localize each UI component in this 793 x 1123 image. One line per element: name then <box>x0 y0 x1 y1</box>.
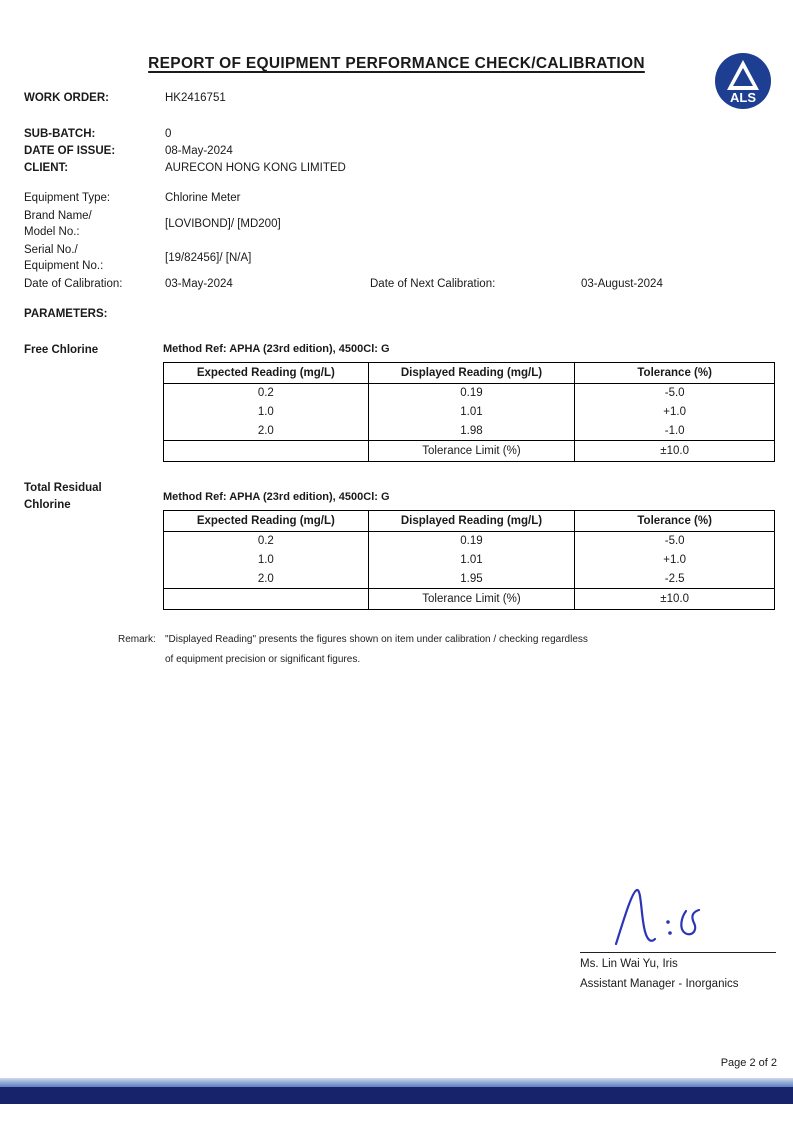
brand-label-line2: Model No.: <box>24 226 80 238</box>
table-row <box>164 384 775 403</box>
date-of-calibration-label: Date of Calibration: <box>24 278 123 290</box>
cell-tolerance: +1.0 <box>575 551 775 570</box>
col-displayed-reading: Displayed Reading (mg/L) <box>368 363 575 384</box>
cell-tolerance: -5.0 <box>575 532 775 551</box>
free-chlorine-table <box>163 362 775 462</box>
parameter-name <box>24 480 156 514</box>
section-total-residual-chlorine <box>24 478 775 610</box>
sub-batch-row <box>24 126 346 143</box>
table-header-row <box>164 363 775 384</box>
cell-expected: 2.0 <box>164 422 369 441</box>
client-value: AURECON HONG KONG LIMITED <box>165 162 346 174</box>
date-of-issue-label: DATE OF ISSUE: <box>24 145 116 157</box>
signatory-title: Assistant Manager - Inorganics <box>580 978 739 990</box>
cell-displayed: 1.95 <box>368 570 575 589</box>
table-header-row <box>164 511 775 532</box>
remark-line1: "Displayed Reading" presents the figures shown on item under calibration / checking regardless <box>165 634 588 645</box>
col-expected-reading: Expected Reading (mg/L) <box>164 511 369 532</box>
serial-label-line2: Equipment No.: <box>24 260 104 272</box>
footer-bar <box>0 1087 793 1104</box>
col-expected-reading: Expected Reading (mg/L) <box>164 363 369 384</box>
client-row <box>24 160 346 177</box>
signature-scribble <box>610 884 730 950</box>
als-logo-icon <box>714 52 772 110</box>
tolerance-limit-row <box>164 589 775 610</box>
cell-empty <box>164 589 369 610</box>
date-of-next-calibration-value: 03-August-2024 <box>581 278 663 290</box>
col-displayed-reading: Displayed Reading (mg/L) <box>368 511 575 532</box>
page-number: Page 2 of 2 <box>720 1057 777 1069</box>
cell-displayed: 0.19 <box>368 532 575 551</box>
client-label: CLIENT: <box>24 162 69 174</box>
cell-tolerance: -1.0 <box>575 422 775 441</box>
section-free-chlorine <box>24 342 775 462</box>
calibration-dates-row <box>24 276 775 292</box>
parameter-name-line1: Total Residual <box>24 482 102 494</box>
date-of-next-calibration-label: Date of Next Calibration: <box>370 278 496 290</box>
cell-expected: 1.0 <box>164 403 369 422</box>
cell-tolerance: -5.0 <box>575 384 775 403</box>
sub-batch-label: SUB-BATCH: <box>24 128 96 140</box>
signature-block <box>580 884 776 993</box>
cell-empty <box>164 441 369 462</box>
cell-displayed: 1.01 <box>368 551 575 570</box>
tolerance-limit-label: Tolerance Limit (%) <box>368 441 575 462</box>
table-row <box>164 422 775 441</box>
parameter-name-line1: Free Chlorine <box>24 344 99 356</box>
cell-tolerance: -2.5 <box>575 570 775 589</box>
work-order-row <box>24 90 346 107</box>
brand-model-value: [LOVIBOND]/ [MD200] <box>165 218 281 230</box>
cell-displayed: 1.98 <box>368 422 575 441</box>
table-row <box>164 551 775 570</box>
cell-expected: 1.0 <box>164 551 369 570</box>
tolerance-limit-label: Tolerance Limit (%) <box>368 589 575 610</box>
date-of-calibration-value: 03-May-2024 <box>165 278 233 290</box>
als-logo-text: ALS <box>730 90 756 105</box>
serial-equipment-row <box>24 242 775 274</box>
cell-expected: 0.2 <box>164 532 369 551</box>
remark-text <box>165 630 588 670</box>
table-row <box>164 403 775 422</box>
cell-displayed: 1.01 <box>368 403 575 422</box>
table-row <box>164 532 775 551</box>
cell-tolerance: +1.0 <box>575 403 775 422</box>
cell-displayed: 0.19 <box>368 384 575 403</box>
cell-expected: 0.2 <box>164 384 369 403</box>
brand-model-label <box>24 208 165 240</box>
remark <box>118 630 588 670</box>
equipment-type-label: Equipment Type: <box>24 192 111 204</box>
serial-equipment-value: [19/82456]/ [N/A] <box>165 252 252 264</box>
remark-line2: of equipment precision or significant figures. <box>165 654 361 665</box>
method-ref: Method Ref: APHA (23rd edition), 4500Cl: G <box>163 491 390 503</box>
tolerance-limit-value: ±10.0 <box>575 589 775 610</box>
equipment-type-value: Chlorine Meter <box>165 192 241 204</box>
parameter-name-line2: Chlorine <box>24 499 71 511</box>
work-order-label: WORK ORDER: <box>24 92 109 104</box>
serial-label <box>24 242 165 274</box>
date-of-issue-row <box>24 143 346 160</box>
col-tolerance: Tolerance (%) <box>575 363 775 384</box>
table-row <box>164 570 775 589</box>
footer-gradient-stripe <box>0 1078 793 1087</box>
sub-batch-value: 0 <box>165 128 172 140</box>
als-logo <box>714 52 772 110</box>
method-ref: Method Ref: APHA (23rd edition), 4500Cl: G <box>163 343 390 355</box>
work-order-value: HK2416751 <box>165 92 226 104</box>
signatory-name: Ms. Lin Wai Yu, Iris <box>580 958 678 970</box>
report-title: REPORT OF EQUIPMENT PERFORMANCE CHECK/CALIBRATION <box>148 55 645 72</box>
tolerance-limit-value: ±10.0 <box>575 441 775 462</box>
brand-model-row <box>24 208 775 240</box>
equipment-fields <box>24 190 775 294</box>
tolerance-limit-row <box>164 441 775 462</box>
equipment-type-row <box>24 190 775 206</box>
parameter-name <box>24 342 156 359</box>
cell-expected: 2.0 <box>164 570 369 589</box>
date-of-issue-value: 08-May-2024 <box>165 145 233 157</box>
col-tolerance: Tolerance (%) <box>575 511 775 532</box>
header-fields <box>24 90 346 177</box>
brand-label-line1: Brand Name/ <box>24 210 92 222</box>
serial-label-line1: Serial No./ <box>24 244 78 256</box>
total-residual-chlorine-table <box>163 510 775 610</box>
remark-label: Remark: <box>118 634 156 645</box>
parameters-heading: PARAMETERS: <box>24 308 108 320</box>
